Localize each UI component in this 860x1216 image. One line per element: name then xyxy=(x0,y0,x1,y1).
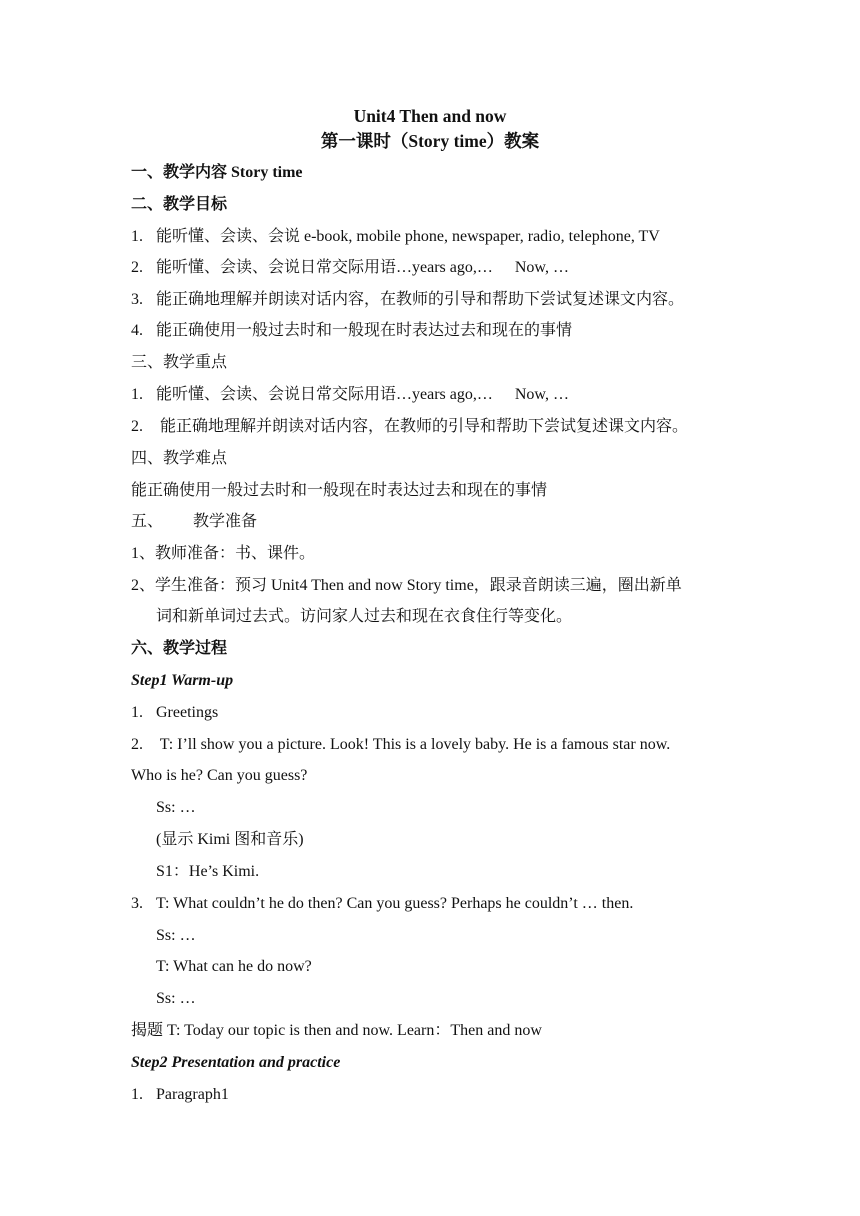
section-heading-process: 六、教学过程 xyxy=(131,640,228,657)
list-text: 能听懂、会读、会说 e-book, mobile phone, newspaper, radio, telephone, TV xyxy=(156,228,660,245)
document-subtitle: 第一课时（Story time）教案 xyxy=(320,131,540,151)
section-heading-key-points: 三、教学重点 xyxy=(131,354,228,371)
list-text: 能听懂、会读、会说日常交际用语…years ago,… xyxy=(156,259,493,276)
list-number: 1. xyxy=(131,386,143,403)
list-number: 1. xyxy=(131,704,143,721)
dialogue-line: S1：He’s Kimi. xyxy=(156,863,260,880)
list-number: 4. xyxy=(131,322,143,339)
dialogue-line: Ss: … xyxy=(156,990,196,1007)
section-heading-preparation: 五、 教学准备 xyxy=(131,513,258,530)
list-number: 1. xyxy=(131,1086,143,1103)
list-text: Paragraph1 xyxy=(156,1086,229,1103)
dialogue-line: Ss: … xyxy=(156,799,196,816)
list-text: 能听懂、会读、会说日常交际用语…years ago,… xyxy=(156,386,493,403)
list-item xyxy=(131,416,688,438)
list-text: Greetings xyxy=(156,704,219,721)
list-item xyxy=(131,257,569,279)
list-text: 能正确使用一般过去时和一般现在时表达过去和现在的事情 xyxy=(156,322,573,339)
dialogue-line: (显示 Kimi 图和音乐) xyxy=(156,831,304,848)
list-item xyxy=(131,226,660,248)
list-number: 2. xyxy=(131,736,143,753)
list-item xyxy=(131,289,684,311)
list-item xyxy=(131,702,218,724)
paragraph-continuation: 词和新单词过去式。访问家人过去和现在衣食住行等变化。 xyxy=(156,608,573,625)
paragraph: 揭题 T: Today our topic is then and now. Learn：Then and now xyxy=(131,1022,542,1039)
list-text: Now, … xyxy=(514,259,569,276)
dialogue-line: Ss: … xyxy=(156,927,196,944)
step-heading: Step1 Warm-up xyxy=(131,672,234,689)
paragraph: 1、教师准备：书、课件。 xyxy=(131,545,316,562)
list-item xyxy=(131,1084,229,1106)
list-item xyxy=(131,320,572,342)
list-text: 能正确地理解并朗读对话内容，在教师的引导和帮助下尝试复述课文内容。 xyxy=(156,418,689,435)
section-heading-content: 一、教学内容 Story time xyxy=(131,164,303,181)
paragraph: 能正确使用一般过去时和一般现在时表达过去和现在的事情 xyxy=(131,482,548,499)
list-number: 3. xyxy=(131,291,143,308)
paragraph: 2、学生准备：预习 Unit4 Then and now Story time，跟录音朗读三遍，圈出新单 xyxy=(131,577,682,594)
list-text: Now, … xyxy=(514,386,569,403)
list-text: T: What couldn’t he do then? Can you guess? Perhaps he couldn’t … then. xyxy=(156,895,634,912)
section-heading-difficulties: 四、教学难点 xyxy=(131,450,228,467)
list-number: 1. xyxy=(131,228,143,245)
list-number: 2. xyxy=(131,418,143,435)
paragraph-continuation: Who is he? Can you guess? xyxy=(131,767,308,784)
list-text: T: I’ll show you a picture. Look! This is a lovely baby. He is a famous star now. xyxy=(156,736,671,753)
list-number: 2. xyxy=(131,259,143,276)
list-item xyxy=(131,893,633,915)
list-item xyxy=(131,384,569,406)
list-number: 3. xyxy=(131,895,143,912)
list-item xyxy=(131,734,670,756)
step-heading: Step2 Presentation and practice xyxy=(131,1054,341,1071)
section-heading-goals: 二、教学目标 xyxy=(131,196,228,213)
dialogue-line: T: What can he do now? xyxy=(156,958,312,975)
document-title: Unit4 Then and now xyxy=(353,106,507,126)
list-text: 能正确地理解并朗读对话内容，在教师的引导和帮助下尝试复述课文内容。 xyxy=(156,291,685,308)
